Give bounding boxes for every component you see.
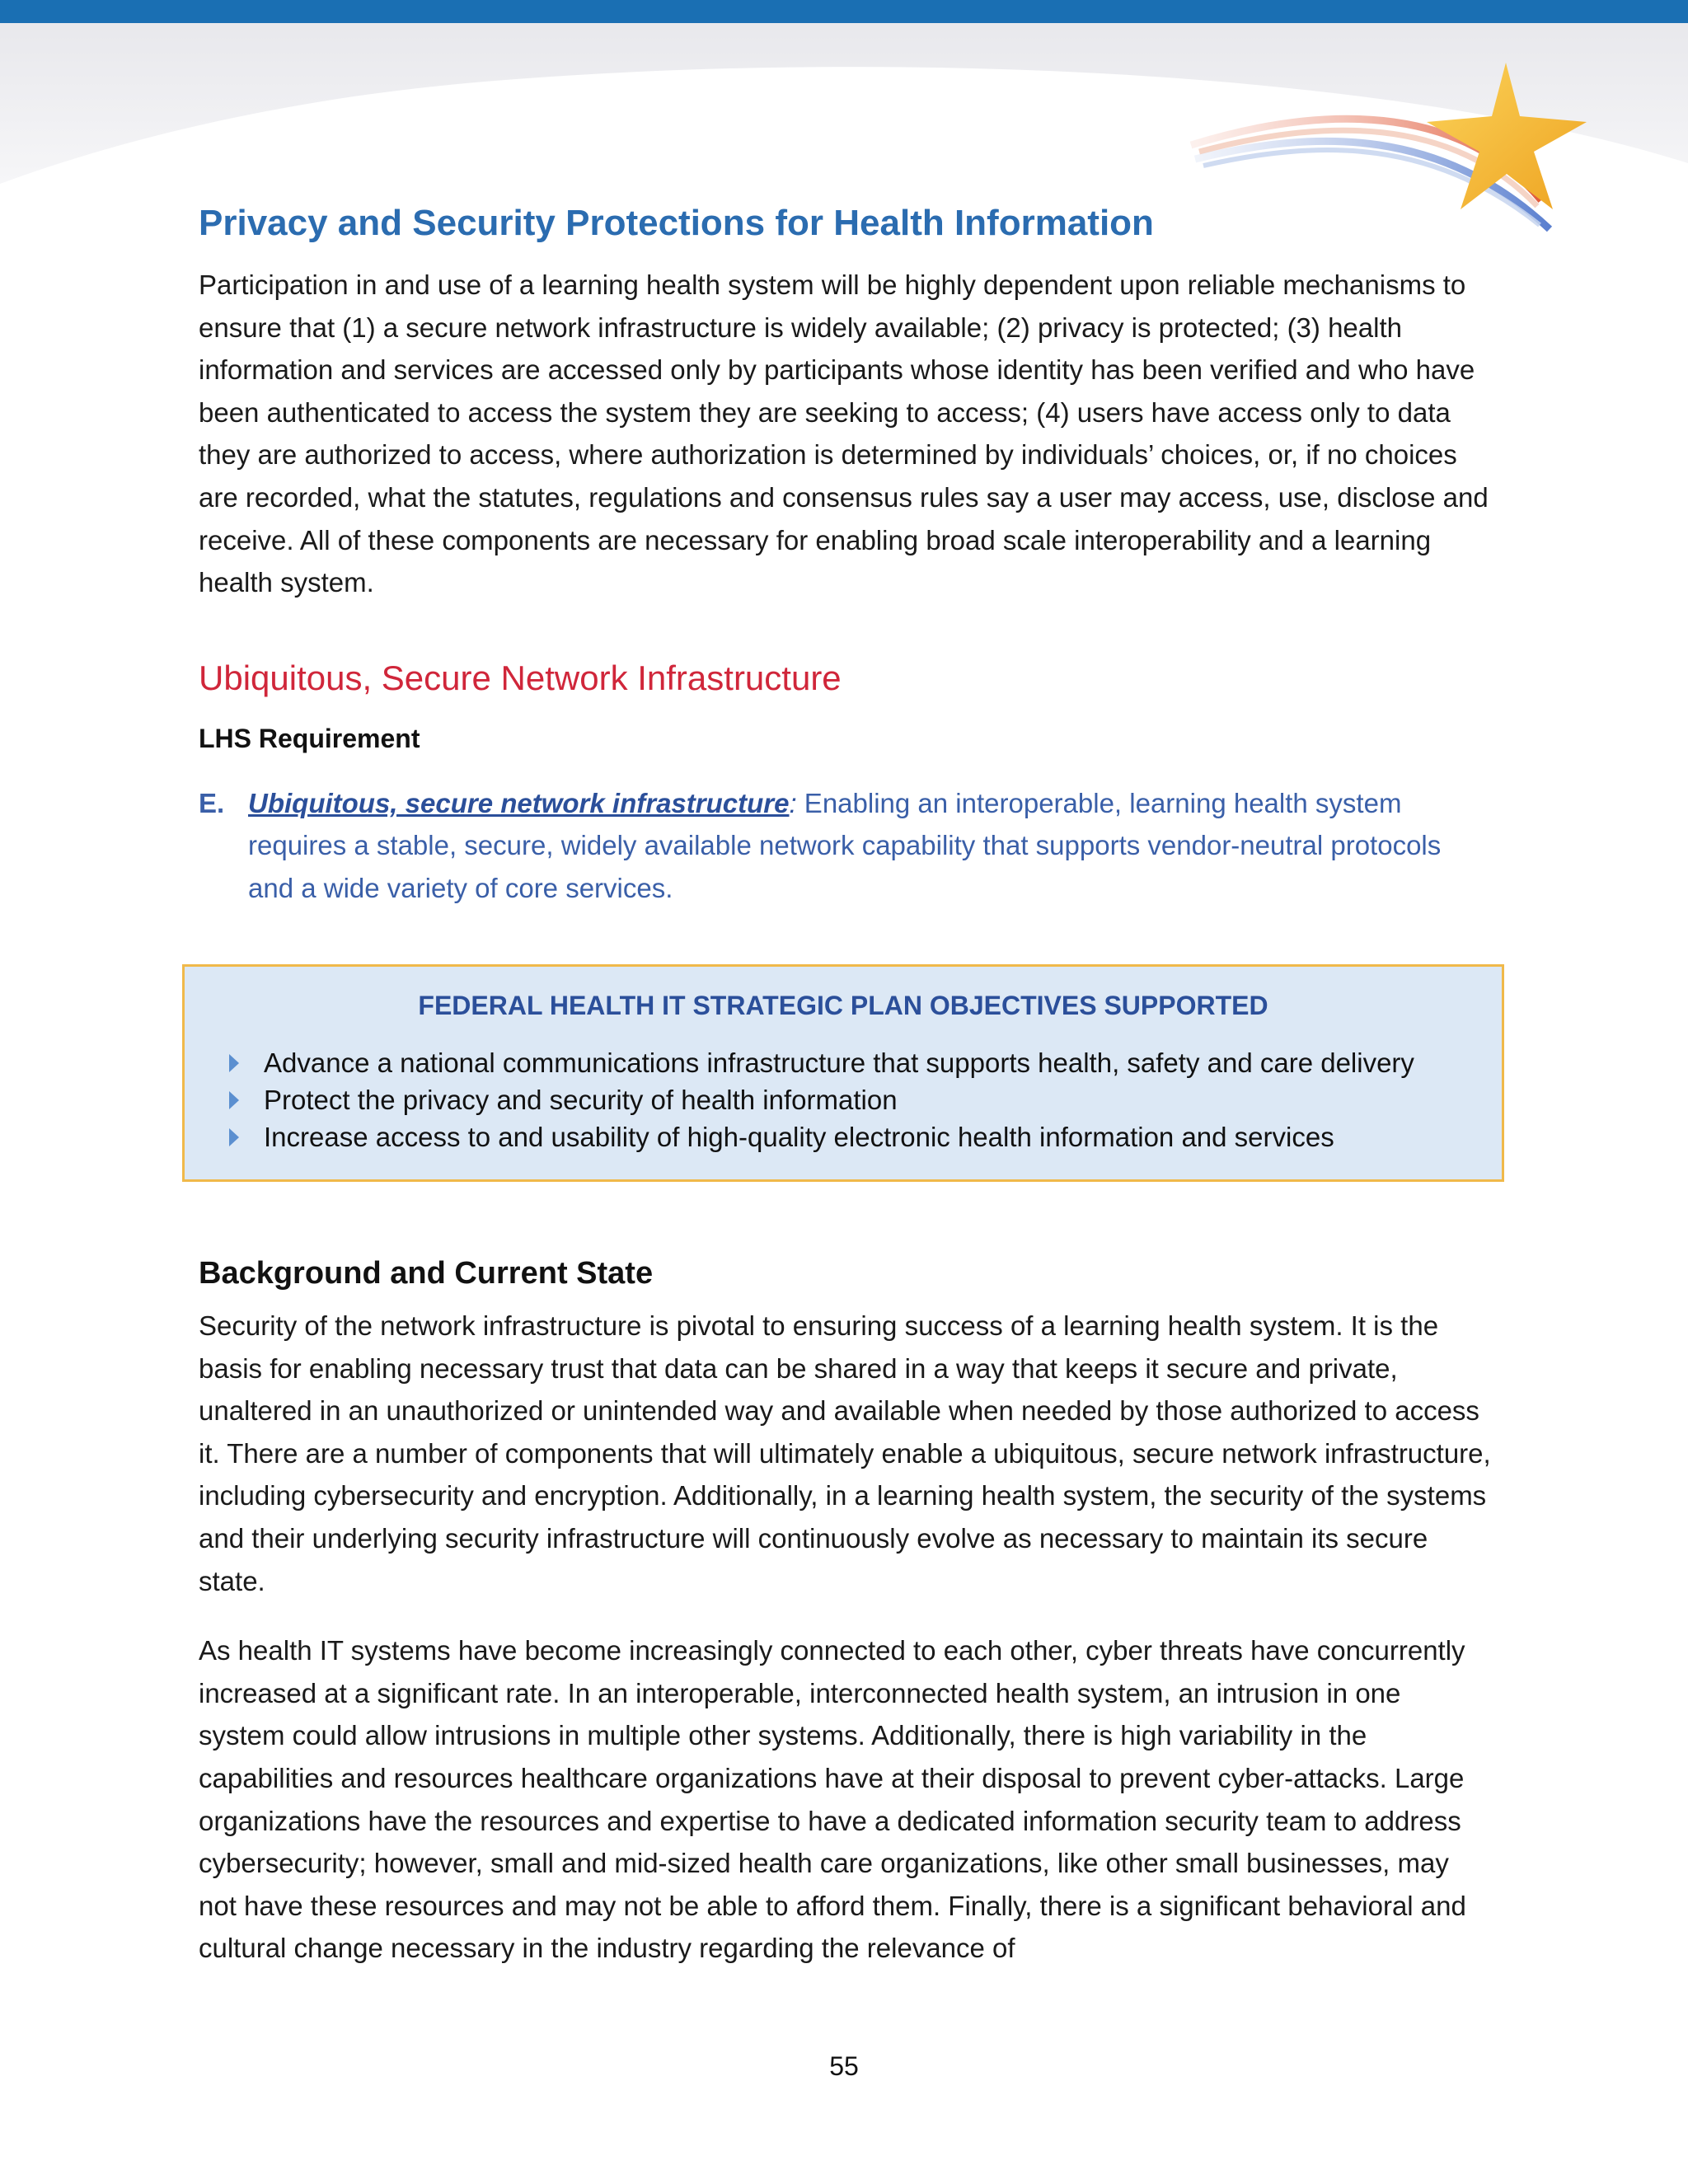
objectives-list [224,1044,1414,1155]
background-title: Background and Current State [199,1256,654,1291]
bullet-triangle-icon [229,1128,239,1146]
requirement-colon: : [789,787,797,818]
bullet-triangle-icon [229,1054,239,1072]
objective-text: Increase access to and usability of high-quality electronic health information and services [264,1122,1334,1152]
objective-text: Protect the privacy and security of health information [264,1085,898,1115]
background-paragraph-1: Security of the network infrastructure is pivotal to ensuring success of a learning health system. It is the basis for enabling necessary trust that data can be shared in a way that keeps it secure and private, unaltered in an unauthorized or unintended way and available when needed by those authorized to access it. There are a number of components that will ultimately enable a ubiquitous, secure network infrastructure, including cybersecurity and encryption. Additionally, in a learning health system, the security of the systems and their underlying security infrastructure will continuously evolve as necessary to maintain its secure state. [199,1310,1491,1596]
background-section [199,1249,1493,1970]
objectives-box [182,964,1504,1182]
objective-text: Advance a national communications infrastructure that supports health, safety and care delivery [264,1047,1414,1078]
objectives-title: FEDERAL HEALTH IT STRATEGIC PLAN OBJECTIVES SUPPORTED [418,991,1268,1020]
objective-item [224,1081,1414,1118]
page-number: 55 [829,2051,859,2081]
section-title: Ubiquitous, Secure Network Infrastructure [199,658,842,697]
requirement-letter: E. [199,787,225,818]
requirement-text: Enabling an interoperable, learning health system requires a stable, secure, widely available network capability that supports vendor-neutral protocols and a wide variety of core services. [248,787,1442,903]
header-top-bar [0,0,1688,23]
bullet-triangle-icon [229,1091,239,1109]
objective-item [224,1044,1414,1081]
background-paragraph-2: As health IT systems have become increasingly connected to each other, cyber threats have concurrently increased at a significant rate. In an interoperable, interconnected health system, an intrusion in one system could allow intrusions in multiple other systems. Additionally, there is high variability in the capabilities and resources healthcare organizations have at their disposal to prevent cyber-attacks. Large organizations have the resources and expertise to have a dedicated information security team to address cybersecurity; however, small and mid-sized health care organizations, like other small businesses, may not have these resources and may not be able to afford them. Finally, there is a significant behavioral and cultural change necessary in the industry regarding the relevance of [199,1635,1466,1964]
requirement-item [199,782,1493,910]
main-content [199,198,1493,910]
objective-item [224,1118,1414,1155]
requirement-term: Ubiquitous, secure network infrastructure [248,787,790,818]
intro-paragraph: Participation in and use of a learning health system will be highly dependent upon reliable mechanisms to ensure that (1) a secure network infrastructure is widely available; (2) privacy is protected; (3) health information and services are accessed only by participants whose identity has been verified and who have been authenticated to access the system they are seeking to access; (4) users have access only to data they are authorized to access, where authorization is determined by individuals’ choices, or, if no choices are recorded, what the statutes, regulations and consensus rules say a user may access, use, disclose and receive. All of these components are necessary for enabling broad scale interoperability and a learning health system. [199,269,1489,598]
page-title: Privacy and Security Protections for Health Information [199,203,1154,243]
requirement-label: LHS Requirement [199,723,420,753]
